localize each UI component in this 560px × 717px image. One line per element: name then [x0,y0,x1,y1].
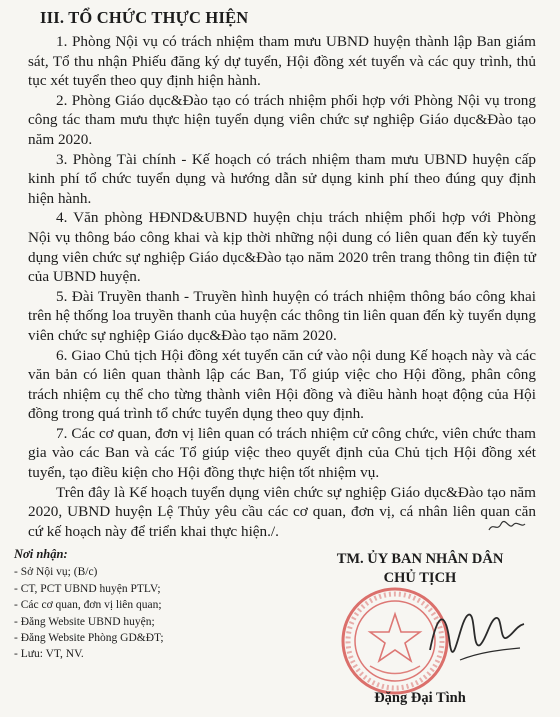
initials-mark [487,516,527,536]
body-text [28,32,536,541]
recipients-list [14,564,244,662]
paragraph-6: 6. Giao Chủ tịch Hội đồng xét tuyển căn cứ vào nội dung Kế hoạch này và các văn bản có liên quan thành lập các Ban, Tổ giúp việc cho Hội đồng, phân công trách nhiệm cụ thể cho từng thành viên Hội đồng và điều hành hoạt động của Hội đồng trong quá trình tổ chức tuyển dụng theo quy định. [28,346,536,423]
recipient-item: - Các cơ quan, đơn vị liên quan; [14,599,162,612]
recipient-item: - Lưu: VT, NV. [14,648,84,661]
section-heading: III. TỔ CHỨC THỰC HIỆN [40,8,249,27]
recipients-title: Nơi nhận: [14,547,68,561]
paragraph-5: 5. Đài Truyền thanh - Truyền hình huyện có trách nhiệm thông báo công khai trên hệ thống loa truyền thanh của huyện các thông tin liên quan đến kỳ tuyển dụng viên chức sự nghiệp Giáo dục&Đào tạo năm 2020. [28,287,536,344]
recipient-item: - Sở Nội vụ; (B/c) [14,566,98,579]
paragraph-4: 4. Văn phòng HĐND&UBND huyện chịu trách nhiệm phối hợp với Phòng Nội vụ thông báo công khai và kịp thời những nội dung có liên quan đến kỳ tuyển dụng viên chức sự nghiệp Giáo dục&Đào tạo năm 2020 trên trang thông tin điện tử của UBND huyện. [28,209,536,286]
recipient-item: - CT, PCT UBND huyện PTLV; [14,582,161,595]
paragraph-3: 3. Phòng Tài chính - Kế hoạch có trách nhiệm tham mưu UBND huyện cấp kinh phí tổ chức tuyển dụng và hướng dẫn sử dụng kinh phí theo đúng quy định hiện hành. [28,150,536,207]
signer-organization: TM. ỦY BAN NHÂN DÂN [336,551,504,567]
signer-role: CHỦ TỊCH [383,570,457,586]
paragraph-closing: Trên đây là Kế hoạch tuyển dụng viên chức sự nghiệp Giáo dục&Đào tạo năm 2020, UBND huyện Lệ Thủy yêu cầu các cơ quan, đơn vị, cá nhân liên quan căn cứ kế hoạch này để triển khai thực hiện./. [28,483,536,540]
recipients-block [14,546,244,663]
paragraph-1: 1. Phòng Nội vụ có trách nhiệm tham mưu UBND huyện thành lập Ban giám sát, Tổ thu nhận Phiếu đăng ký dự tuyển, Hội đồng xét tuyển và các quy trình, thủ tục xét tuyển theo quy định hiện hành. [28,33,536,90]
recipient-item: - Đăng Website UBND huyện; [14,615,155,628]
paragraph-7: 7. Các cơ quan, đơn vị liên quan có trách nhiệm cử công chức, viên chức tham gia vào các Ban và các Tổ giúp việc theo quyết định của Chủ tịch Hội đồng xét tuyển, tạo điều kiện cho Hội đồng thực hiện tốt nhiệm vụ. [28,424,536,482]
recipient-item: - Đăng Website Phòng GD&ĐT; [14,632,164,645]
paragraph-2: 2. Phòng Giáo dục&Đào tạo có trách nhiệm phối hợp với Phòng Nội vụ trong công tác tham mưu thực hiện tuyển dụng viên chức sự nghiệp Giáo dục&Đào tạo năm 2020. [28,91,536,148]
handwritten-signature [420,590,530,680]
signer-name: Đặng Đại Tình [374,690,466,706]
signature-block [300,550,540,710]
